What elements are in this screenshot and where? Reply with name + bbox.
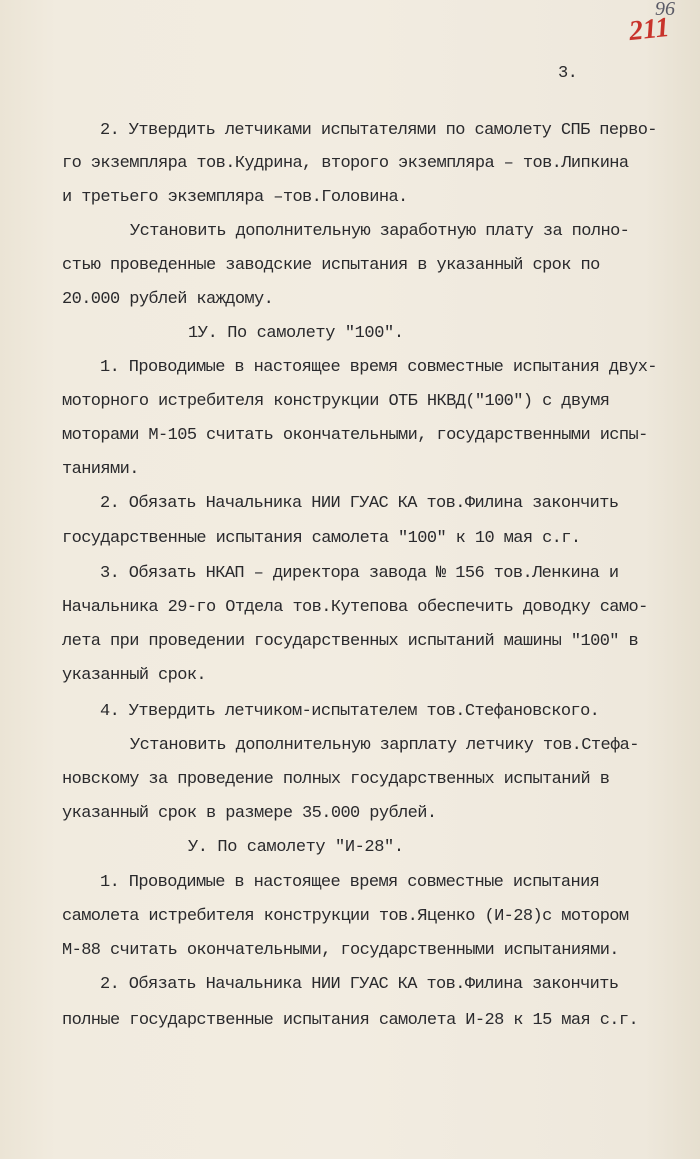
text-line: государственные испытания самолета "100" к 10 мая с.г. — [62, 529, 581, 548]
text-line: 20.000 рублей каждому. — [62, 290, 274, 309]
archive-number-crossed-out: 96 — [655, 0, 675, 20]
text-line: го экземпляра тов.Кудрина, второго экземпляра – тов.Липкина — [62, 154, 629, 173]
text-line: 2. Обязать Начальника НИИ ГУАС КА тов.Филина закончить — [100, 975, 619, 994]
text-line: таниями. — [62, 460, 139, 479]
text-line: 2. Обязать Начальника НИИ ГУАС КА тов.Филина закончить — [100, 494, 619, 513]
text-line: моторного истребителя конструкции ОТБ НКВД("100") с двумя — [62, 392, 610, 411]
text-line: новскому за проведение полных государственных испытаний в — [62, 770, 610, 789]
section-heading: 1У. По самолету "100". — [188, 324, 404, 343]
text-line: самолета истребителя конструкции тов.Яценко (И-28)с мотором — [62, 907, 629, 926]
text-line: указанный срок в размере 35.000 рублей. — [62, 804, 437, 823]
text-line: 3. Обязать НКАП – директора завода № 156 тов.Ленкина и — [100, 564, 619, 583]
text-line: указанный срок. — [62, 666, 207, 685]
text-line: и третьего экземпляра –тов.Головина. — [62, 188, 408, 207]
text-line: 4. Утвердить летчиком-испытателем тов.Стефановского. — [100, 702, 600, 721]
text-line: Установить дополнительную заработную плату за полно- — [130, 222, 630, 241]
text-line: 2. Утвердить летчиками испытателями по самолету СПБ перво- — [100, 121, 657, 140]
text-line: М-88 считать окончательными, государственными испытаниями. — [62, 941, 619, 960]
text-line: полные государственные испытания самолета И-28 к 15 мая с.г. — [62, 1011, 639, 1030]
text-line: Установить дополнительную зарплату летчику тов.Стефа- — [130, 736, 639, 755]
page-number: 3. — [558, 64, 578, 83]
text-line: моторами М-105 считать окончательными, государственными испы- — [62, 426, 648, 445]
text-line: лета при проведении государственных испытаний машины "100" в — [62, 632, 639, 651]
text-line: Начальника 29-го Отдела тов.Кутепова обеспечить доводку само- — [62, 598, 648, 617]
archive-number: 211 — [627, 11, 671, 48]
text-line: 1. Проводимые в настоящее время совместные испытания — [100, 873, 600, 892]
text-line: 1. Проводимые в настоящее время совместные испытания двух- — [100, 358, 657, 377]
section-heading: У. По самолету "И-28". — [188, 838, 404, 857]
text-line: стью проведенные заводские испытания в указанный срок по — [62, 256, 600, 275]
